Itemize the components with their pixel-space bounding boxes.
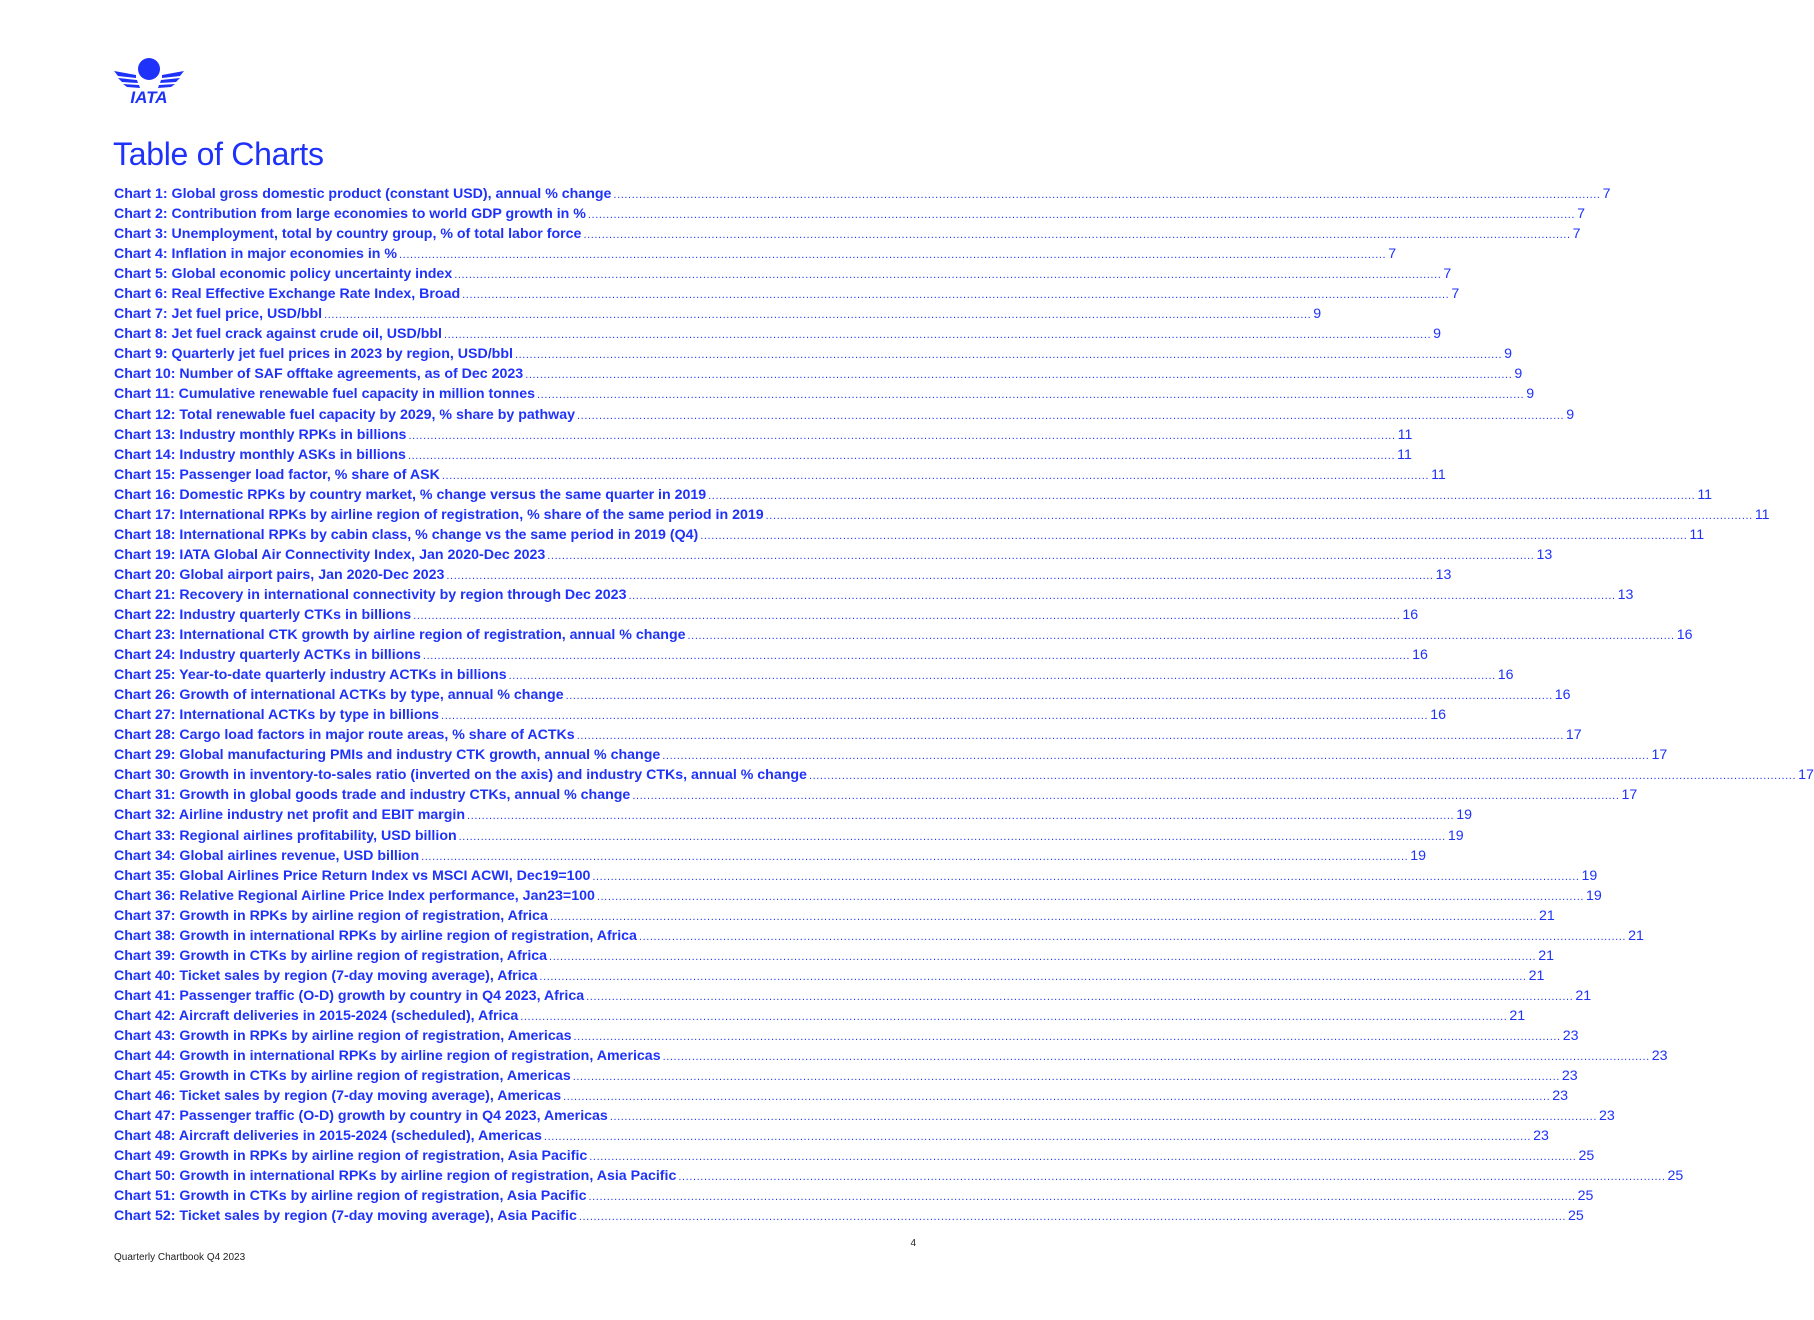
toc-entry-page-number[interactable]: 16 — [1554, 687, 1571, 704]
toc-entry-page-number[interactable]: 19 — [1581, 867, 1598, 884]
toc-entry[interactable] — [114, 364, 1523, 384]
toc-dot-leader — [441, 706, 1428, 726]
toc-entry[interactable] — [114, 725, 1582, 745]
toc-entry[interactable] — [114, 565, 1452, 585]
toc-dot-leader — [577, 406, 1564, 426]
toc-dot-leader — [520, 1007, 1507, 1027]
toc-dot-leader — [399, 245, 1386, 265]
toc-entry-label[interactable]: Chart 44: Growth in international RPKs by airline region of registration, Americas — [114, 1048, 661, 1065]
toc-entry-label[interactable]: Chart 45: Growth in CTKs by airline region of registration, Americas — [114, 1068, 571, 1085]
toc-entry[interactable] — [114, 1126, 1549, 1146]
toc-dot-leader — [586, 987, 1573, 1007]
toc-entry-label[interactable]: Chart 38: Growth in international RPKs by airline region of registration, Africa — [114, 927, 637, 944]
toc-entry-page-number[interactable]: 16 — [1430, 707, 1446, 724]
toc-dot-leader — [413, 606, 1400, 626]
toc-dot-leader — [525, 365, 1512, 385]
toc-dot-leader — [588, 1187, 1575, 1207]
toc-entry-page-number[interactable]: 7 — [1451, 286, 1460, 303]
toc-entry[interactable] — [114, 505, 1770, 525]
toc-entry-page-number[interactable]: 7 — [1602, 186, 1611, 202]
toc-entry-page-number[interactable]: 25 — [1578, 1148, 1595, 1165]
toc-entry-page-number[interactable]: 25 — [1568, 1208, 1584, 1225]
toc-entry-page-number[interactable]: 17 — [1621, 787, 1638, 804]
toc-entry-label[interactable]: Chart 32: Airline industry net profit and EBIT margin — [114, 807, 466, 824]
toc-entry-label[interactable]: Chart 3: Unemployment, total by country group, % of total labor force — [114, 226, 582, 243]
toc-dot-leader — [442, 466, 1429, 486]
toc-entry-page-number[interactable]: 19 — [1456, 807, 1472, 824]
toc-dot-leader — [632, 786, 1619, 806]
toc-entry-label[interactable]: Chart 18: International RPKs by cabin class, % change vs the same period in 2019 (Q4) — [114, 526, 699, 543]
toc-entry-label[interactable]: Chart 12: Total renewable fuel capacity by 2029, % share by pathway — [114, 406, 576, 423]
toc-entry-label[interactable]: Chart 26: Growth of international ACTKs by type, annual % change — [114, 687, 564, 704]
toc-entry-page-number[interactable]: 9 — [1313, 306, 1322, 323]
toc-entry[interactable] — [114, 324, 1442, 344]
toc-entry-label[interactable]: Chart 39: Growth in CTKs by airline region of registration, Africa — [114, 947, 548, 964]
toc-entry-page-number[interactable]: 9 — [1566, 406, 1575, 423]
toc-entry-label[interactable]: Chart 13: Industry monthly RPKs in billions — [114, 426, 407, 443]
toc-entry[interactable] — [114, 304, 1322, 324]
toc-dot-leader — [544, 1127, 1531, 1147]
toc-entry[interactable] — [114, 284, 1460, 304]
toc-entry-page-number[interactable]: 23 — [1533, 1128, 1549, 1145]
toc-dot-leader — [423, 646, 1410, 666]
toc-entry-label[interactable]: Chart 37: Growth in RPKs by airline region of registration, Africa — [114, 907, 548, 924]
toc-entry[interactable] — [114, 525, 1705, 545]
toc-dot-leader — [597, 887, 1584, 907]
toc-dot-leader — [563, 1087, 1550, 1107]
toc-entry-page-number[interactable]: 11 — [1689, 526, 1705, 543]
toc-entry[interactable] — [114, 465, 1446, 485]
toc-entry-page-number[interactable]: 11 — [1397, 426, 1413, 443]
toc-entry[interactable] — [114, 826, 1464, 846]
toc-entry[interactable] — [114, 745, 1668, 765]
toc-entry[interactable] — [114, 344, 1512, 364]
toc-entry-label[interactable]: Chart 31: Growth in global goods trade and industry CTKs, annual % change — [114, 787, 631, 804]
toc-entry-label[interactable]: Chart 1: Global gross domestic product (constant USD), annual % change — [114, 186, 612, 202]
toc-entry[interactable] — [114, 485, 1713, 505]
toc-entry-page-number[interactable]: 23 — [1562, 1027, 1579, 1044]
toc-entry[interactable] — [114, 866, 1598, 886]
table-of-charts-list — [114, 184, 1814, 1226]
toc-entry[interactable] — [114, 986, 1592, 1006]
toc-entry-page-number[interactable]: 13 — [1435, 566, 1452, 583]
toc-entry-label[interactable]: Chart 47: Passenger traffic (O-D) growth by country in Q4 2023, Americas — [114, 1108, 608, 1125]
toc-dot-leader — [539, 967, 1526, 987]
toc-entry-page-number[interactable]: 17 — [1565, 727, 1582, 744]
toc-dot-leader — [446, 566, 1433, 586]
toc-entry-page-number[interactable]: 21 — [1528, 967, 1545, 984]
toc-entry[interactable] — [114, 625, 1693, 645]
toc-entry[interactable] — [114, 545, 1553, 565]
toc-entry-label[interactable]: Chart 9: Quarterly jet fuel prices in 2023 by region, USD/bbl — [114, 346, 513, 363]
toc-dot-leader — [688, 626, 1675, 646]
toc-entry-page-number[interactable]: 19 — [1447, 827, 1464, 844]
toc-entry[interactable] — [114, 384, 1535, 404]
toc-entry-page-number[interactable]: 17 — [1798, 767, 1814, 784]
toc-entry[interactable] — [114, 765, 1814, 785]
toc-entry-page-number[interactable]: 23 — [1561, 1068, 1578, 1085]
toc-entry[interactable] — [114, 1206, 1584, 1226]
toc-dot-leader — [537, 385, 1524, 405]
toc-dot-leader — [577, 726, 1564, 746]
toc-dot-leader — [549, 947, 1536, 967]
toc-entry-page-number[interactable]: 16 — [1412, 647, 1428, 664]
toc-entry-page-number[interactable]: 23 — [1598, 1108, 1615, 1125]
toc-dot-leader — [583, 225, 1570, 245]
toc-dot-leader — [459, 827, 1446, 847]
toc-dot-leader — [573, 1067, 1560, 1087]
toc-entry-label[interactable]: Chart 51: Growth in CTKs by airline region of registration, Asia Pacific — [114, 1188, 587, 1205]
toc-dot-leader — [708, 486, 1695, 506]
toc-entry-page-number[interactable]: 9 — [1433, 326, 1442, 343]
footer-document-title: Quarterly Chartbook Q4 2023 — [114, 1252, 246, 1263]
toc-dot-leader — [444, 325, 1431, 345]
toc-entry[interactable] — [114, 224, 1581, 244]
toc-entry-label[interactable]: Chart 43: Growth in RPKs by airline region of registration, Americas — [114, 1027, 572, 1044]
toc-entry-label[interactable]: Chart 5: Global economic policy uncertainty index — [114, 266, 453, 283]
toc-entry[interactable] — [114, 1106, 1615, 1126]
toc-entry-page-number[interactable]: 19 — [1410, 847, 1427, 864]
toc-dot-leader — [550, 907, 1537, 927]
toc-dot-leader — [766, 506, 1753, 526]
toc-entry-label[interactable]: Chart 2: Contribution from large economies to world GDP growth in % — [114, 206, 586, 223]
toc-dot-leader — [678, 1167, 1665, 1187]
toc-dot-leader — [408, 426, 1395, 446]
toc-entry-page-number[interactable]: 7 — [1577, 206, 1585, 223]
toc-entry-page-number[interactable]: 9 — [1514, 366, 1523, 383]
toc-entry-page-number[interactable]: 16 — [1402, 606, 1419, 623]
toc-entry-page-number[interactable]: 16 — [1676, 627, 1693, 644]
toc-dot-leader — [592, 867, 1579, 887]
toc-entry-page-number[interactable]: 16 — [1497, 667, 1514, 684]
toc-entry[interactable] — [114, 665, 1514, 685]
toc-entry-label[interactable]: Chart 48: Aircraft deliveries in 2015-2024 (scheduled), Americas — [114, 1128, 542, 1145]
toc-entry-label[interactable]: Chart 17: International RPKs by airline region of registration, % share of the same period in 2019 — [114, 506, 764, 523]
toc-entry[interactable] — [114, 805, 1472, 825]
toc-entry-label[interactable]: Chart 50: Growth in international RPKs by airline region of registration, Asia Pacific — [114, 1168, 677, 1185]
toc-entry-label[interactable]: Chart 35: Global Airlines Price Return Index vs MSCI ACWI, Dec19=100 — [114, 867, 591, 884]
toc-entry-page-number[interactable]: 19 — [1586, 887, 1602, 904]
toc-entry-page-number[interactable]: 13 — [1617, 586, 1634, 603]
toc-entry-page-number[interactable]: 21 — [1628, 927, 1644, 944]
toc-dot-leader — [509, 666, 1496, 686]
toc-entry-label[interactable]: Chart 41: Passenger traffic (O-D) growth by country in Q4 2023, Africa — [114, 987, 585, 1004]
toc-entry-page-number[interactable]: 23 — [1651, 1048, 1668, 1065]
toc-entry-label[interactable]: Chart 14: Industry monthly ASKs in billions — [114, 446, 406, 463]
toc-entry[interactable] — [114, 585, 1634, 605]
toc-entry-page-number[interactable]: 21 — [1539, 907, 1555, 924]
toc-dot-leader — [589, 1147, 1576, 1167]
toc-entry-page-number[interactable]: 11 — [1431, 466, 1446, 483]
toc-entry-page-number[interactable]: 11 — [1697, 486, 1713, 503]
toc-entry-page-number[interactable]: 11 — [1754, 506, 1770, 523]
toc-entry-page-number[interactable]: 17 — [1651, 747, 1668, 764]
toc-entry-label[interactable]: Chart 36: Relative Regional Airline Price Index performance, Jan23=100 — [114, 887, 595, 904]
toc-entry[interactable] — [114, 1086, 1569, 1106]
toc-entry[interactable] — [114, 886, 1602, 906]
toc-entry-label[interactable]: Chart 16: Domestic RPKs by country market, % change versus the same quarter in 2019 — [114, 486, 707, 503]
toc-dot-leader — [639, 927, 1626, 947]
toc-entry[interactable] — [114, 705, 1446, 725]
toc-entry-label[interactable]: Chart 8: Jet fuel crack against crude oil, USD/bbl — [114, 326, 442, 343]
toc-entry-label[interactable]: Chart 28: Cargo load factors in major route areas, % share of ACTKs — [114, 727, 575, 744]
toc-entry-label[interactable]: Chart 40: Ticket sales by region (7-day moving average), Africa — [114, 967, 538, 984]
toc-entry-page-number[interactable]: 21 — [1509, 1007, 1526, 1024]
toc-dot-leader — [628, 586, 1615, 606]
iata-logo-emblem — [112, 57, 188, 105]
toc-entry[interactable] — [114, 906, 1555, 926]
toc-entry-page-number[interactable]: 11 — [1397, 446, 1412, 463]
toc-dot-leader — [408, 446, 1395, 466]
toc-entry-label[interactable]: Chart 33: Regional airlines profitability, USD billion — [114, 827, 457, 844]
toc-dot-leader — [588, 205, 1575, 225]
toc-entry-label[interactable]: Chart 24: Industry quarterly ACTKs in billions — [114, 647, 421, 664]
toc-entry-page-number[interactable]: 21 — [1575, 987, 1592, 1004]
toc-entry-label[interactable]: Chart 21: Recovery in international connectivity by region through Dec 2023 — [114, 586, 627, 603]
toc-entry-label[interactable]: Chart 11: Cumulative renewable fuel capacity in million tonnes — [114, 386, 536, 403]
toc-entry-page-number[interactable]: 25 — [1577, 1188, 1594, 1205]
toc-entry-label[interactable]: Chart 22: Industry quarterly CTKs in billions — [114, 606, 412, 623]
toc-entry-page-number[interactable]: 25 — [1667, 1168, 1684, 1185]
toc-entry[interactable] — [114, 645, 1428, 665]
toc-entry[interactable] — [114, 846, 1427, 866]
toc-dot-leader — [663, 1047, 1650, 1067]
toc-entry-label[interactable]: Chart 49: Growth in RPKs by airline region of registration, Asia Pacific — [114, 1148, 588, 1165]
toc-dot-leader — [421, 847, 1408, 867]
toc-entry[interactable] — [114, 264, 1452, 284]
toc-entry[interactable] — [114, 425, 1413, 445]
toc-entry[interactable] — [114, 445, 1412, 465]
toc-entry-label[interactable]: Chart 27: International ACTKs by type in billions — [114, 707, 440, 724]
toc-entry[interactable] — [114, 1046, 1668, 1066]
toc-entry-label[interactable]: Chart 15: Passenger load factor, % share of ASK — [114, 466, 440, 483]
toc-entry-page-number[interactable]: 13 — [1536, 546, 1553, 563]
toc-entry-page-number[interactable]: 9 — [1526, 386, 1535, 403]
toc-entry-label[interactable]: Chart 46: Ticket sales by region (7-day moving average), Americas — [114, 1088, 562, 1105]
toc-entry[interactable] — [114, 1146, 1595, 1166]
toc-entry-label[interactable]: Chart 6: Real Effective Exchange Rate Index, Broad — [114, 286, 461, 303]
toc-entry[interactable] — [114, 946, 1554, 966]
toc-dot-leader — [610, 1107, 1597, 1127]
toc-entry[interactable] — [114, 966, 1545, 986]
toc-entry-label[interactable]: Chart 25: Year-to-date quarterly industry ACTKs in billions — [114, 667, 507, 684]
toc-entry-page-number[interactable]: 7 — [1443, 266, 1452, 283]
toc-dot-leader — [467, 806, 1454, 826]
toc-entry-label[interactable]: Chart 34: Global airlines revenue, USD billion — [114, 847, 420, 864]
iata-logo-text: IATA — [130, 88, 168, 107]
toc-entry[interactable] — [114, 1066, 1578, 1086]
toc-entry-label[interactable]: Chart 52: Ticket sales by region (7-day moving average), Asia Pacific — [114, 1208, 577, 1225]
toc-entry[interactable] — [114, 605, 1419, 625]
page-title: Table of Charts — [113, 136, 324, 172]
toc-dot-leader — [809, 766, 1796, 786]
toc-dot-leader — [454, 265, 1441, 285]
toc-entry[interactable] — [114, 204, 1585, 224]
toc-entry-label[interactable]: Chart 19: IATA Global Air Connectivity Index, Jan 2020-Dec 2023 — [114, 546, 546, 563]
toc-entry-label[interactable]: Chart 10: Number of SAF offtake agreements, as of Dec 2023 — [114, 366, 524, 383]
toc-dot-leader — [579, 1207, 1566, 1227]
toc-entry-page-number[interactable]: 7 — [1572, 226, 1581, 243]
toc-dot-leader — [700, 526, 1687, 546]
toc-entry-label[interactable]: Chart 42: Aircraft deliveries in 2015-2024 (scheduled), Africa — [114, 1007, 519, 1024]
toc-dot-leader — [462, 285, 1449, 305]
page-number: 4 — [910, 1238, 916, 1249]
toc-dot-leader — [547, 546, 1534, 566]
toc-entry[interactable] — [114, 1166, 1684, 1186]
toc-entry-label[interactable]: Chart 20: Global airport pairs, Jan 2020-Dec 2023 — [114, 566, 445, 583]
toc-entry[interactable] — [114, 405, 1575, 425]
toc-entry[interactable] — [114, 785, 1638, 805]
toc-entry-label[interactable]: Chart 4: Inflation in major economies in % — [114, 246, 398, 263]
toc-entry-label[interactable]: Chart 29: Global manufacturing PMIs and industry CTK growth, annual % change — [114, 747, 661, 764]
toc-entry[interactable] — [114, 685, 1571, 705]
toc-entry[interactable] — [114, 244, 1397, 264]
toc-entry[interactable] — [114, 1026, 1579, 1046]
toc-dot-leader — [574, 1027, 1561, 1047]
toc-entry[interactable] — [114, 926, 1644, 946]
toc-entry-page-number[interactable]: 21 — [1538, 947, 1554, 964]
toc-dot-leader — [515, 345, 1502, 365]
toc-entry-page-number[interactable]: 9 — [1504, 346, 1512, 363]
toc-entry-label[interactable]: Chart 23: International CTK growth by airline region of registration, annual % change — [114, 627, 686, 644]
iata-logo — [112, 57, 188, 105]
toc-dot-leader — [613, 185, 1600, 205]
toc-dot-leader — [662, 746, 1649, 766]
toc-entry-page-number[interactable]: 7 — [1388, 246, 1397, 263]
toc-dot-leader — [566, 686, 1553, 706]
toc-entry[interactable] — [114, 1186, 1594, 1206]
toc-entry-label[interactable]: Chart 7: Jet fuel price, USD/bbl — [114, 306, 323, 323]
toc-dot-leader — [324, 305, 1311, 325]
toc-entry-page-number[interactable]: 23 — [1552, 1088, 1569, 1105]
toc-entry-label[interactable]: Chart 30: Growth in inventory-to-sales ratio (inverted on the axis) and industry CTKs, annual % change — [114, 767, 807, 784]
toc-entry[interactable] — [114, 1006, 1526, 1026]
toc-entry[interactable] — [114, 184, 1611, 204]
